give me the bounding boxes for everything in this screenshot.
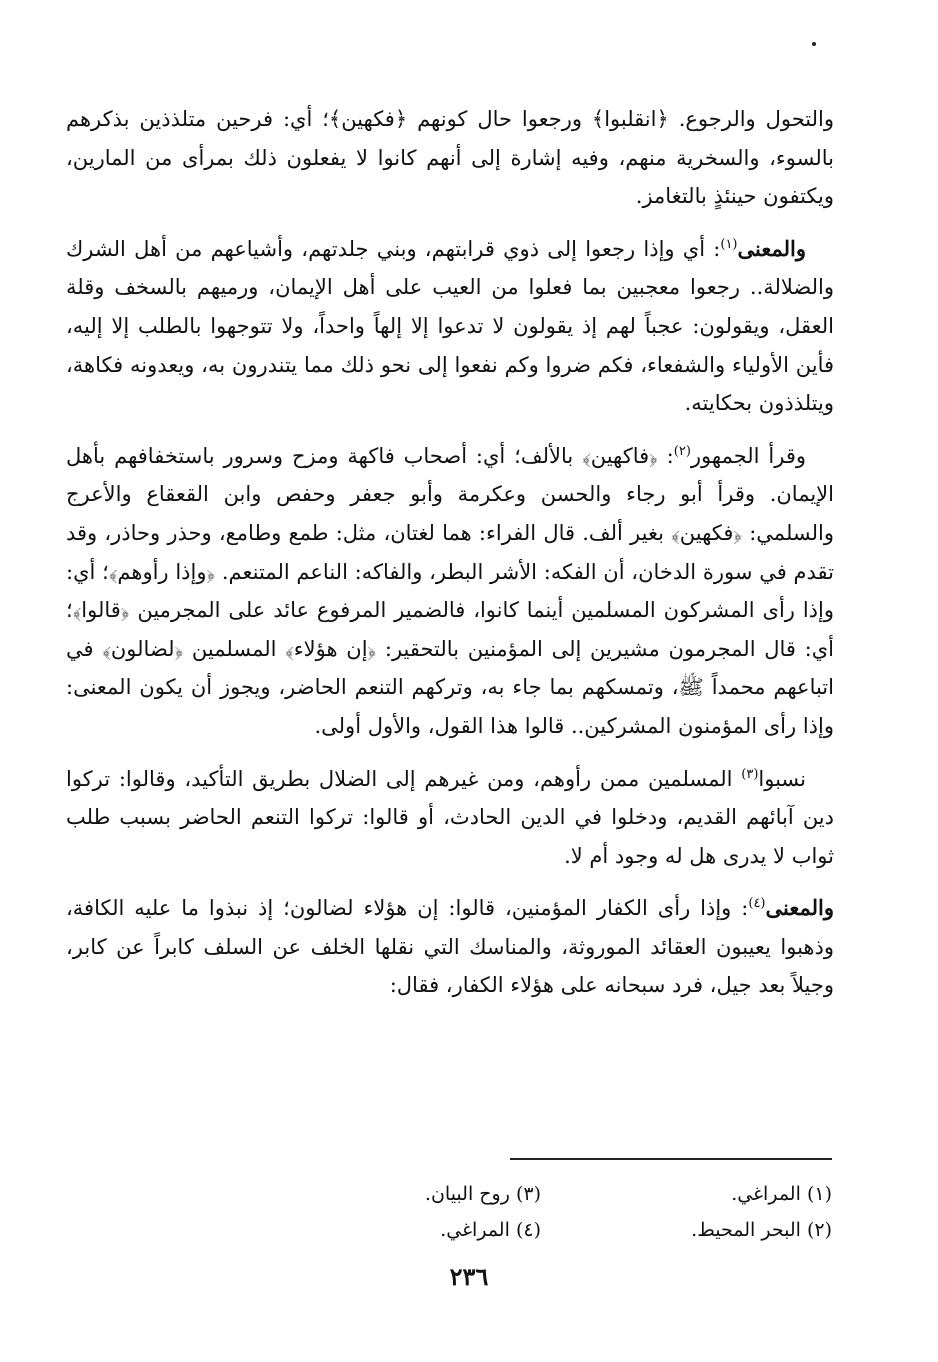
footnote-4 — [250, 1212, 541, 1248]
paragraph-4 — [66, 760, 834, 876]
footnote-number: (٤) — [515, 1219, 541, 1241]
footnote-ref: (٢) — [673, 443, 691, 459]
paragraph-text: والتحول والرجوع. ﴿انقلبوا﴾ ورجعوا حال كونهم ﴿فكهين﴾؛ أي: فرحين متلذذين بذكرهم بالسوء، والسخرية منهم، وفيه إشارة إلى أنهم كانوا لا يفعلون ذلك بمرأى من المارين، ويكتفون حينئذٍ بالتغامز. — [66, 107, 834, 209]
paragraph-lead: والمعنى — [737, 235, 806, 261]
footnote-2 — [541, 1212, 832, 1248]
page-mark — [812, 42, 816, 46]
footnote-number: (٣) — [515, 1183, 541, 1205]
footnote-row — [250, 1176, 832, 1212]
footnote-3 — [250, 1176, 541, 1212]
paragraph-lead: وقرأ الجمهور — [690, 443, 806, 468]
footnote-ref: (٣) — [741, 766, 759, 782]
paragraph-lead: نسبوا — [758, 766, 806, 791]
paragraph-3 — [66, 437, 834, 746]
paragraph-text: : وإذا رأى الكفار المؤمنين، قالوا: إن هؤلاء لضالون؛ إذ نبذوا ما عليه الكافة، وذهبوا يعيبون العقائد الموروثة، والمناسك التي نقلها الخلف عن السلف كابراً عن كابر، وجيلاً بعد جيل، فرد سبحانه على هؤلاء الكفار، فقال: — [66, 896, 834, 998]
paragraph-5 — [66, 889, 834, 1005]
footnote-number: (٢) — [806, 1219, 832, 1241]
paragraph-text: : ﴿فاكهين﴾ بالألف؛ أي: أصحاب فاكهة ومزح وسرور باستخفافهم بأهل الإيمان. وقرأ أبو رجاء والحسن وعكرمة وأبو جعفر وحفص وابن القعقاع والأعرج والسلمي: ﴿فكهين﴾ بغير ألف. قال الفراء: هما لغتان، مثل: طمع وطامع، وحذر وحاذر، وقد تقدم في سورة الدخان، أن الفكه: الأشر البطر، والفاكه: الناعم المتنعم. ﴿وإذا رأوهم﴾؛ أي: وإذا رأى المشركون المسلمين أينما كانوا، فالضمير المرفوع عائد على المجرمين ﴿قالوا﴾؛ أي: قال المجرمون مشيرين إلى المؤمنين بالتحقير: ﴿إن هؤلاء﴾ المسلمين ﴿لضالون﴾ في اتباعهم محمداً ﷺ، وتمسكهم بما جاء به، وتركهم التنعم الحاضر، ويجوز أن يكون المعنى: وإذا رأى المؤمنون المشركين.. قالوا هذا القول، والأول أولى. — [66, 443, 834, 738]
footnote-text: روح البيان. — [424, 1183, 510, 1205]
footnote-text: المراغي. — [440, 1219, 510, 1241]
footnote-ref: (٤) — [748, 896, 766, 912]
footnote-1 — [541, 1176, 832, 1212]
paragraph-lead: والمعنى — [765, 895, 834, 921]
page-number: ٢٣٦ — [449, 1262, 489, 1291]
paragraph-text: المسلمين ممن رأوهم، ومن غيرهم إلى الضلال بطريق التأكيد، وقالوا: تركوا دين آبائهم القديم، ودخلوا في الدين الحادث، أو قالوا: تركوا التنعم الحاضر بسبب طلب ثواب لا يدرى هل له وجود أم لا. — [66, 766, 834, 868]
footnote-divider — [510, 1158, 832, 1160]
footnote-number: (١) — [806, 1183, 832, 1205]
main-text — [66, 100, 834, 1019]
footnotes — [250, 1176, 832, 1248]
paragraph-2 — [66, 230, 834, 423]
paragraph-text: : أي وإذا رجعوا إلى ذوي قرابتهم، وبني جلدتهم، وأشياعهم من أهل الشرك والضلالة.. رجعوا معجبين بما فعلوا من العيب على أهل الإيمان، ورميهم بالسخف وقلة العقل، ويقولون: عجباً لهم إذ يقولون لا تدعوا إلا إلهاً واحداً، ولا تتوجهوا بالطلب إلا إليه، فأين الأولياء والشفعاء، فكم ضروا وكم نفعوا إلى نحو ذلك مما يتندرون به، ويعدونه فكاهة، ويتلذذون بحكايته. — [66, 236, 834, 416]
footnote-text: البحر المحيط. — [691, 1219, 801, 1241]
footnote-text: المراغي. — [731, 1183, 801, 1205]
footnote-row — [250, 1212, 832, 1248]
paragraph-1 — [66, 100, 834, 216]
footnote-ref: (١) — [720, 236, 738, 252]
